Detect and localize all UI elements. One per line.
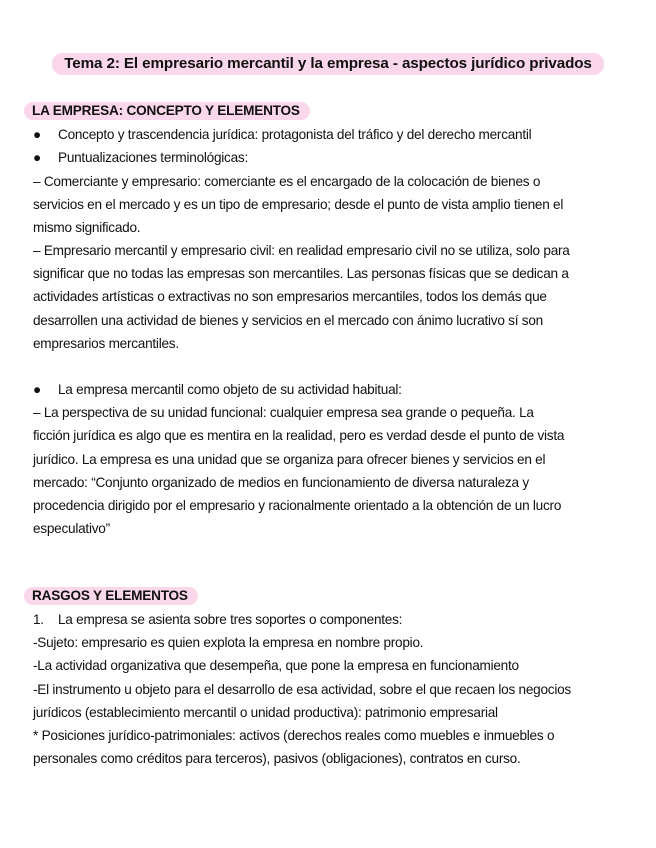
bullet-text: Concepto y trascendencia jurídica: protagonista del tráfico y del derecho mercantil (58, 127, 532, 142)
paragraph-line: -Sujeto: empresario es quien explota la empresa en nombre propio. (33, 635, 424, 650)
paragraph-line: -La actividad organizativa que desempeña, que pone la empresa en funcionamiento (33, 658, 519, 673)
paragraph-line: procedencia dirigido por el empresario y racionalmente orientado a la obtención de un lucro (33, 498, 562, 513)
item-text: La empresa se asienta sobre tres soportes o componentes: (58, 612, 403, 627)
paragraph-line: significar que no todas las empresas son mercantiles. Las personas físicas que se dedican a (33, 266, 569, 281)
paragraph-line: empresarios mercantiles. (33, 336, 179, 351)
section-heading-empresa: LA EMPRESA: CONCEPTO Y ELEMENTOS (24, 102, 310, 120)
bullet-text: La empresa mercantil como objeto de su actividad habitual: (58, 382, 402, 397)
bullet-text: Puntualizaciones terminológicas: (58, 150, 248, 165)
paragraph-line: – La perspectiva de su unidad funcional: cualquier empresa sea grande o pequeña. La (33, 405, 534, 420)
bullet-item (33, 127, 531, 143)
bullet-icon: ● (33, 150, 41, 165)
paragraph-line: especulativo” (33, 521, 110, 536)
bullet-item (33, 150, 248, 166)
document-title: Tema 2: El empresario mercantil y la empresa - aspectos jurídico privados (52, 53, 604, 75)
paragraph-line: servicios en el mercado y es un tipo de empresario; desde el punto de vista amplio tienen el (33, 197, 564, 212)
paragraph-line: desarrollen una actividad de bienes y servicios en el mercado con ánimo lucrativo sí son (33, 313, 543, 328)
numbered-item (33, 612, 402, 628)
paragraph-line: – Empresario mercantil y empresario civil: en realidad empresario civil no se utiliza, solo para (33, 243, 570, 258)
paragraph-line: -El instrumento u objeto para el desarrollo de esa actividad, sobre el que recaen los negocios (33, 682, 571, 697)
bullet-icon: ● (33, 382, 41, 397)
paragraph-line: jurídico. La empresa es una unidad que se organiza para ofrecer bienes y servicios en el (33, 452, 546, 467)
item-number: 1. (33, 612, 44, 627)
title-wrapper (0, 53, 656, 75)
paragraph-line: * Posiciones jurídico-patrimoniales: activos (derechos reales como muebles e inmuebles o (33, 728, 555, 743)
paragraph-line: jurídicos (establecimiento mercantil o unidad productiva): patrimonio empresarial (33, 705, 498, 720)
bullet-item (33, 382, 402, 398)
paragraph-line: – Comerciante y empresario: comerciante es el encargado de la colocación de bienes o (33, 174, 541, 189)
paragraph-line: mercado: “Conjunto organizado de medios en funcionamiento de diversa naturaleza y (33, 475, 529, 490)
paragraph-line: actividades artísticas o extractivas no son empresarios mercantiles, todos los demás que (33, 289, 547, 304)
bullet-icon: ● (33, 127, 41, 142)
paragraph-line: personales como créditos para terceros), pasivos (obligaciones), contratos en curso. (33, 751, 521, 766)
paragraph-line: mismo significado. (33, 220, 141, 235)
section-heading-rasgos: RASGOS Y ELEMENTOS (24, 587, 198, 605)
paragraph-line: ficción jurídica es algo que es mentira en la realidad, pero es verdad desde el punto de vista (33, 428, 565, 443)
